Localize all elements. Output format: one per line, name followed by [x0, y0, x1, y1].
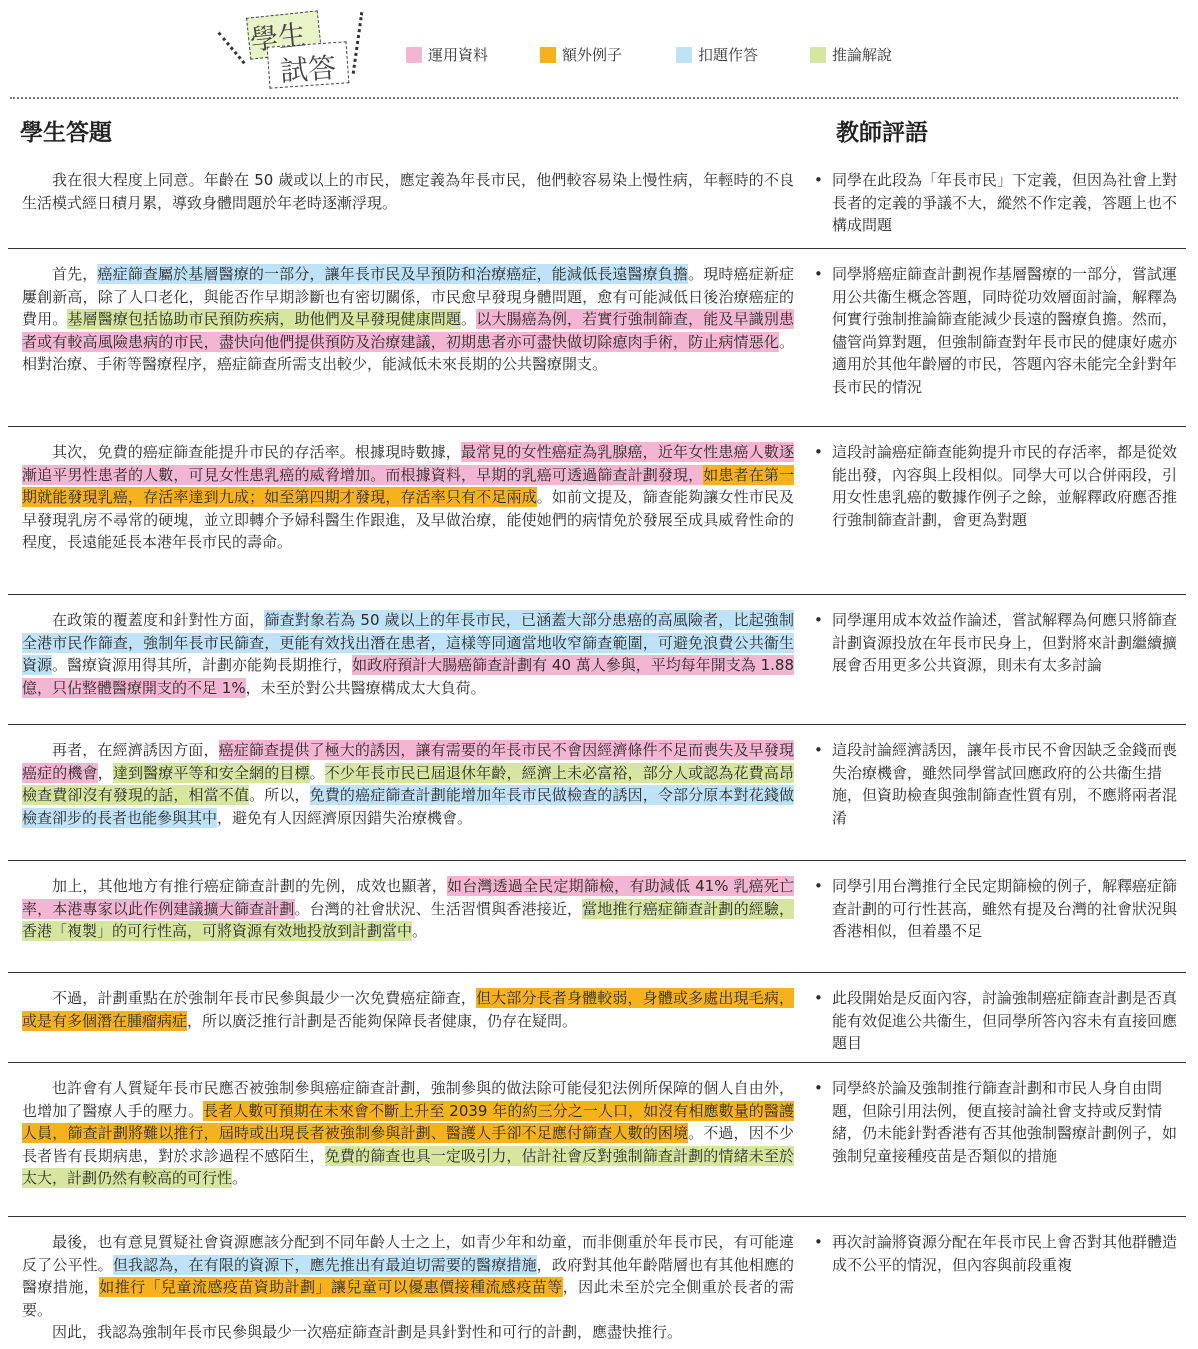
teacher-comment: [798, 427, 1186, 594]
highlighted-text: 但我認為，在有限的資源下，應先推出有最迫切需要的醫療措施: [112, 1255, 537, 1274]
highlighted-text: 以大腸癌為例，若實行強制篩查，能及早識別患者或有較高風險患病的市民，盡快向他們提供預防及治療建議，初期患者亦可盡快做切除瘜肉手術，防止病情惡化: [22, 310, 794, 351]
highlighted-text: 癌症篩查提供了極大的誘因，讓有需要的年長市民不會因經濟條件不足而喪失及早發現癌症的機會: [22, 741, 794, 782]
teacher-comment: [798, 249, 1186, 426]
bullet-icon: •: [814, 1079, 823, 1097]
answer-paragraph: [22, 169, 794, 214]
comment-text: 同學終於論及強制推行篩查計劃和市民人身自由問題，但除引用法例，便直接討論社會支持或反對情緒，仍未能針對香港有否其他強制醫療計劃例子，如強制兒童接種疫苗是否類似的措施: [832, 1079, 1178, 1165]
legend-item-example: [540, 44, 622, 65]
bullet-icon: •: [814, 1233, 823, 1251]
bullet-icon: •: [814, 443, 823, 461]
answer-text: 。: [461, 310, 477, 329]
highlighted-text: 如推行「兒童流感疫苗資助計劃」讓兒童可以優惠價接種流感疫苗等: [99, 1278, 563, 1297]
bullet-icon: •: [814, 877, 823, 895]
highlighted-text: 達到醫療平等和安全網的目標: [112, 763, 310, 782]
answer-text: 其次，免費的癌症篩查能提升市民的存活率。根據現時數據，: [52, 443, 461, 461]
answer-text: 我在很大程度上同意。年齡在 50 歲或以上的市民，應定義為年長市民，他們較容易染上慢性病，年輕時的不良生活模式經日積月累，導致身體問題於年老時逐漸浮現。: [22, 171, 794, 212]
student-answer: [8, 725, 798, 860]
bullet-icon: •: [814, 989, 823, 1007]
student-answer-stamp: [228, 10, 368, 90]
answer-text: ，: [97, 763, 113, 782]
highlighted-text: 當地推行癌症篩查計劃的經驗，香港「複製」的可行性高，可將資源有效地投放到計劃當中: [22, 899, 794, 941]
pink-swatch-icon: [406, 47, 422, 63]
answer-row: [8, 427, 1186, 595]
answer-text: 。不過，因不少長者皆有長期病患，對於求診過程不感陌生，: [22, 1124, 794, 1165]
comment-text: 這段討論經濟誘因，讓年長市民不會因缺乏金錢而喪失治療機會，雖然同學嘗試回應政府的公共衞生措施，但資助檢查與強制篩查性質有別，不應將兩者混淆: [832, 741, 1178, 827]
answer-paragraph: [22, 441, 794, 554]
answer-text: 再者，在經濟誘因方面，: [52, 741, 219, 759]
answer-row: [8, 725, 1186, 861]
comment-text: 同學運用成本效益作論述，嘗試解釋為何應只將篩查計劃資源投放在年長市民身上，但對將來計劃繼續擴展會否用更多公共資源，則未有太多討論: [832, 611, 1178, 675]
highlighted-text: 如患者在第一期就能發現乳癌，存活率達到九成；如至第四期才發現，存活率只有不足兩成: [22, 465, 794, 507]
answer-row: [8, 249, 1186, 427]
answer-text: 。所以，: [249, 786, 310, 805]
answer-text: 。: [412, 922, 428, 941]
highlighted-text: 免費的篩查也具一定吸引力，估計社會反對強制篩查計劃的情緒未至於太大，計劃仍然有較高的可行性: [22, 1146, 794, 1188]
student-answer: [8, 973, 798, 1062]
highlighted-text: 但大部分長者身體較弱，身體或多處出現毛病，或是有多個潛在腫瘤病症: [22, 989, 794, 1030]
answer-text: 。: [232, 1169, 248, 1188]
student-answer: [8, 155, 798, 248]
teacher-comment: [798, 1217, 1186, 1349]
answer-paragraph: [22, 987, 794, 1032]
student-column-heading: 學生答題: [20, 120, 112, 146]
highlighted-text: 最常見的女性癌症為乳腺癌，近年女性患癌人數逐漸追平男性患者的人數，可見女性患乳癌的威脅增加。而根據資料，早期的乳癌可透過篩查計劃發現，: [22, 443, 794, 484]
answer-paragraph: [22, 1321, 794, 1344]
answer-text: ，避免有人因經濟原因錯失治療機會。: [217, 808, 473, 827]
highlighted-text: 癌症篩查屬於基層醫療的一部分，讓年長市民及早預防和治療癌症，能減低長遠醫療負擔: [97, 265, 689, 283]
answer-text: 也許會有人質疑年長市民應否被強制參與癌症篩查計劃，強制參與的做法除可能侵犯法例所保障的個人自由外，也增加了醫療人手的壓力。: [22, 1079, 794, 1120]
student-answer: [8, 249, 798, 426]
bullet-icon: •: [814, 171, 823, 189]
answer-text: ，因此未至於完全側重於長者的需要。: [22, 1278, 794, 1319]
blue-swatch-icon: [676, 47, 692, 63]
legend-label: 運用資料: [428, 46, 489, 64]
answer-text: 。現時癌症新症屢創新高，除了人口老化，與能否作早期診斷也有密切關係，市民愈早發現身體問題，愈有可能減低日後治療癌症的費用。: [22, 265, 794, 329]
answer-paragraph: [22, 263, 794, 376]
highlighted-text: 長者人數可預期在未來會不斷上升至 2039 年的約三分之一人口，如沒有相應數量的醫護人員，篩查計劃將難以推行，屆時或出現長者被強制參與計劃、醫護人手卻不足應付篩查人數的困境: [22, 1101, 794, 1143]
answer-text: 加上，其他地方有推行癌症篩查計劃的先例，成效也顯著，: [52, 877, 448, 895]
student-answer: [8, 1217, 798, 1349]
comment-text: 同學在此段為「年長市民」下定義，但因為社會上對長者的定義的爭議不大，縱然不作定義，答題上也不構成問題: [832, 171, 1178, 235]
legend-item-relevance: [676, 44, 758, 65]
teacher-comment: [798, 973, 1186, 1062]
legend-label: 推論解說: [832, 46, 893, 64]
answer-row: [8, 595, 1186, 725]
answer-text: 。台灣的社會狀況、生活習慣與香港接近，: [294, 899, 583, 918]
highlighted-text: 篩查對象若為 50 歲以上的年長市民，已涵蓋大部分患癌的高風險者，比起強制全港市民作篩查，強制年長市民篩查，更能有效找出潛在患者，這樣等同適當地收窄篩查範圍，可避免浪費公共衞生資源: [22, 611, 794, 675]
legend-label: 扣題作答: [698, 46, 759, 64]
teacher-comment: [798, 725, 1186, 860]
stamp-line-2: 試答: [279, 51, 338, 88]
answer-paragraph: [22, 609, 794, 699]
student-answer: [8, 595, 798, 724]
bullet-icon: •: [814, 265, 823, 283]
answer-row: [8, 861, 1186, 973]
answer-row: [8, 155, 1186, 249]
comment-text: 這段討論癌症篩查能夠提升市民的存活率，都是從效能出發，內容與上段相似。同學大可以合併兩段，引用女性患乳癌的數據作例子之餘，並解釋政府應否推行強制篩查計劃，會更為對題: [832, 443, 1178, 529]
answer-row: [8, 1217, 1186, 1349]
answer-text: 不過，計劃重點在於強制年長市民參與最少一次免費癌症篩查，: [52, 989, 477, 1007]
highlighted-text: 免費的癌症篩查計劃能增加年長市民做檢查的誘因，令部分原本對花錢做檢查卻步的長者也能參與其中: [22, 786, 794, 827]
answer-text: ，政府對其他年齡階層也有其他相應的醫療措施，: [22, 1255, 794, 1297]
student-answer: [8, 427, 798, 594]
student-answer: [8, 1063, 798, 1216]
comment-text: 再次討論將資源分配在年長市民上會否對其他群體造成不公平的情況，但內容與前段重複: [832, 1233, 1178, 1274]
comment-text: 此段開始是反面內容，討論強制癌症篩查計劃是否真能有效促進公共衞生，但同學所答內容未有直接回應題目: [832, 989, 1178, 1053]
answer-table: [8, 155, 1186, 1349]
green-swatch-icon: [810, 47, 826, 63]
teacher-comment: [798, 1063, 1186, 1216]
answer-paragraph: [22, 875, 794, 943]
teacher-comment: [798, 155, 1186, 248]
top-bar: [0, 0, 1198, 98]
legend-item-data: [406, 44, 488, 65]
answer-text: 最後，也有意見質疑社會資源應該分配到不同年齡人士之上，如青少年和幼童，而非側重於年長市民，有可能違反了公平性。: [22, 1233, 794, 1274]
answer-paragraph: [22, 1231, 794, 1321]
answer-row: [8, 1063, 1186, 1217]
legend-label: 額外例子: [562, 46, 623, 64]
header-divider: [10, 97, 1178, 99]
answer-text: 因此，我認為強制年長市民參與最少一次癌症篩查計劃是具針對性和可行的計劃，應盡快推行。: [52, 1323, 683, 1342]
student-answer: [8, 861, 798, 972]
answer-text: ，未至於對公共醫療構成太大負荷。: [245, 678, 486, 697]
bullet-icon: •: [814, 741, 823, 759]
answer-text: 。相對治療、手術等醫療程序，癌症篩查所需支出較少，能減低未來長期的公共醫療開支。: [22, 332, 794, 374]
orange-swatch-icon: [540, 47, 556, 63]
highlighted-text: 不少年長市民已屆退休年齡，經濟上未必富裕，部分人或認為花費高昂檢查費卻沒有發現的話，相當不值: [22, 763, 794, 805]
answer-paragraph: [22, 1077, 794, 1190]
answer-text: 在政策的覆蓋度和針對性方面，: [52, 611, 265, 629]
answer-text: 首先，: [52, 265, 98, 283]
highlighted-text: 基層醫療包括協助市民預防疾病，助他們及早發現健康問題: [67, 310, 462, 329]
answer-text: 。: [309, 763, 325, 782]
answer-text: ，所以廣泛推行計劃是否能夠保障長者健康，仍存在疑問。: [187, 1011, 578, 1030]
bullet-icon: •: [814, 611, 823, 629]
legend-item-reasoning: [810, 44, 892, 65]
comment-text: 同學將癌症篩查計劃視作基層醫療的一部分，嘗試運用公共衞生概念答題，同時從功效層面討論，解釋為何實行強制推論篩查能減少長遠的醫療負擔。然而，儘管尚算對題，但強制篩查對年長市民的健康好處亦適用於其他年齡層的市民，答題內容未能完全針對年長市民的情況: [832, 265, 1178, 396]
comment-text: 同學引用台灣推行全民定期篩檢的例子，解釋癌症篩查計劃的可行性甚高，雖然有提及台灣的社會狀況與香港相似，但着墨不足: [832, 877, 1178, 941]
answer-text: 。醫療資源用得其所，計劃亦能夠長期推行，: [52, 656, 353, 675]
answer-text: 。如前文提及，篩查能夠讓女性市民及早發現乳房不尋常的硬塊，並立即轉介予婦科醫生作跟進，及早做治療，能使她們的病情免於發展至成具威脅性命的程度，長遠能延長本港年長市民的壽命。: [22, 488, 794, 552]
stamp-line-1: 學生: [248, 18, 308, 57]
highlighted-text: 如政府預計大腸癌篩查計劃有 40 萬人參與，平均每年開支為 1.88 億，只佔整體醫療開支的不足 1%: [22, 656, 794, 697]
answer-row: [8, 973, 1186, 1063]
highlighted-text: 如台灣透過全民定期篩檢，有助減低 41% 乳癌死亡率，本港專家以此作例建議擴大篩查計劃: [22, 877, 794, 918]
teacher-comment: [798, 595, 1186, 724]
answer-paragraph: [22, 739, 794, 829]
teacher-column-heading: 教師評語: [836, 120, 928, 146]
teacher-comment: [798, 861, 1186, 972]
